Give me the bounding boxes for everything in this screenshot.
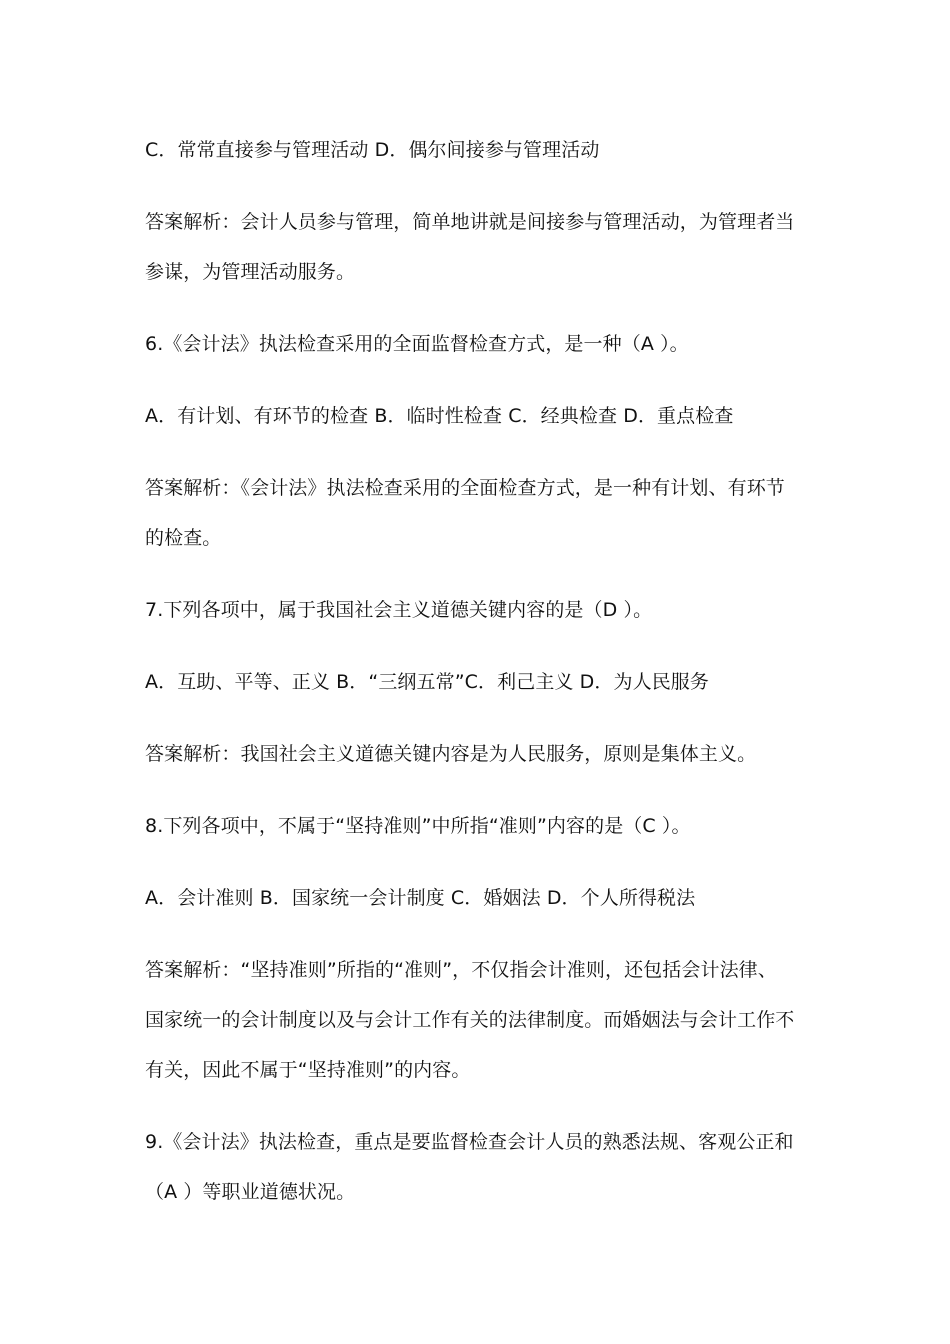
q5-answer-explanation-line-2: 参谋，为管理活动服务。 (145, 261, 356, 283)
q7-answer-explanation: 答案解析：我国社会主义道德关键内容是为人民服务，原则是集体主义。 (145, 743, 757, 765)
q8-answer-explanation-line-1: 答案解析：“坚持准则”所指的“准则”，不仅指会计准则，还包括会计法律、 (145, 959, 777, 981)
q9-question-line-1: 9.《会计法》执法检查，重点是要监督检查会计人员的熟悉法规、客观公正和 (145, 1131, 794, 1153)
q6-question: 6.《会计法》执法检查采用的全面监督检查方式，是一种（A ）。 (145, 333, 689, 355)
q6-answer-explanation-line-1: 答案解析：《会计法》执法检查采用的全面检查方式，是一种有计划、有环节 (145, 477, 785, 499)
q9-question-line-2: （A ）等职业道德状况。 (145, 1181, 356, 1203)
q5-options-cd: C．常常直接参与管理活动 D．偶尔间接参与管理活动 (145, 139, 600, 161)
q8-options: A．会计准则 B．国家统一会计制度 C．婚姻法 D．个人所得税法 (145, 887, 696, 909)
q7-options: A．互助、平等、正义 B．“三纲五常”C．利己主义 D．为人民服务 (145, 671, 709, 693)
q8-answer-explanation-line-2: 国家统一的会计制度以及与会计工作有关的法律制度。而婚姻法与会计工作不 (145, 1009, 795, 1031)
q5-answer-explanation-line-1: 答案解析：会计人员参与管理，简单地讲就是间接参与管理活动，为管理者当 (145, 211, 795, 233)
q6-answer-explanation-line-2: 的检查。 (145, 527, 222, 549)
q8-question: 8.下列各项中，不属于“坚持准则”中所指“准则”内容的是（C ）。 (145, 815, 691, 837)
q8-answer-explanation-line-3: 有关，因此不属于“坚持准则”的内容。 (145, 1059, 471, 1081)
q7-question: 7.下列各项中，属于我国社会主义道德关键内容的是（D ）。 (145, 599, 653, 621)
q6-options: A．有计划、有环节的检查 B．临时性检查 C．经典检查 D．重点检查 (145, 405, 734, 427)
